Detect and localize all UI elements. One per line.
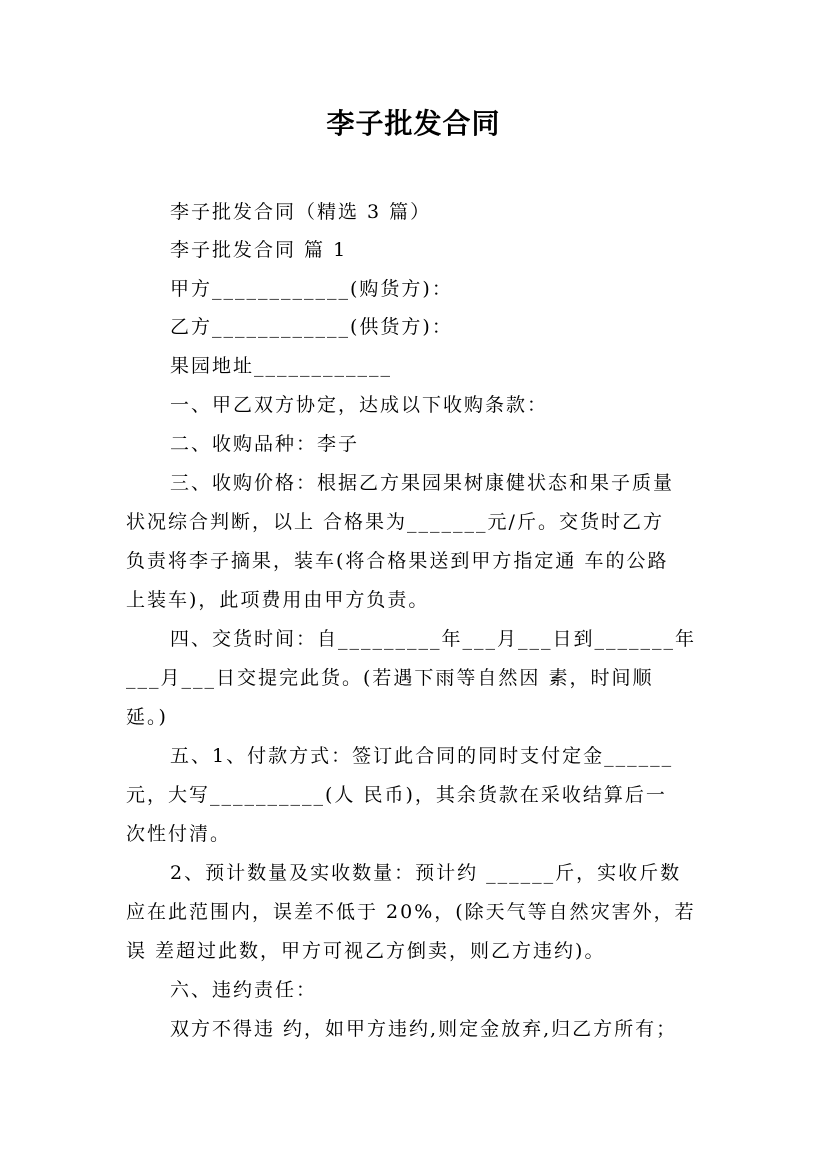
clause-5-line-3: 次性付清。 [126, 823, 232, 845]
clause-5-2-line-3: 误 差超过此数，甲方可视乙方倒卖，则乙方违约)。 [126, 940, 606, 962]
clause-4-line-1: 四、交货时间：自_________年___月___日到_______年 [170, 628, 697, 650]
subtitle-line: 李子批发合同（精选 3 篇） [170, 201, 432, 223]
document-title: 李子批发合同 [326, 107, 501, 140]
clause-4-line-2: ___月___日交提完此货。(若遇下雨等自然因 素，时间顺 [126, 667, 654, 689]
clause-3-line-2: 状况综合判断，以上 合格果为_______元/斤。交货时乙方 [126, 511, 664, 533]
clause-5-line-2: 元，大写__________(人 民币)，其余货款在采收结算后一 [126, 784, 667, 806]
clause-5-line-1: 五、1、付款方式：签订此合同的同时支付定金______ [170, 745, 674, 767]
party-a-line: 甲方____________(购货方)： [170, 278, 453, 300]
clause-3-line-4: 上装车)，此项费用由甲方负责。 [126, 589, 430, 611]
clause-6-heading: 六、违约责任： [170, 979, 318, 1001]
clause-1: 一、甲乙双方协定，达成以下收购条款： [170, 394, 549, 416]
clause-6-line-1: 双方不得违 约，如甲方违约,则定金放弃,归乙方所有； [170, 1018, 678, 1040]
orchard-address-line: 果园地址____________ [170, 355, 393, 377]
party-b-line: 乙方____________(供货方)： [170, 316, 453, 338]
clause-4-line-3: 延。) [126, 706, 168, 728]
clause-5-2-line-1: 2、预计数量及实收数量：预计约 ______斤，实收斤数 [170, 862, 682, 884]
clause-2: 二、收购品种：李子 [170, 433, 360, 455]
clause-3-line-3: 负责将李子摘果，装车(将合格果送到甲方指定通 车的公路 [126, 550, 669, 572]
section-heading: 李子批发合同 篇 1 [170, 239, 348, 261]
clause-5-2-line-2: 应在此范围内，误差不低于 20%，(除天气等自然灾害外，若 [126, 901, 696, 923]
clause-3-line-1: 三、收购价格：根据乙方果园果树康健状态和果子质量 [170, 472, 675, 494]
